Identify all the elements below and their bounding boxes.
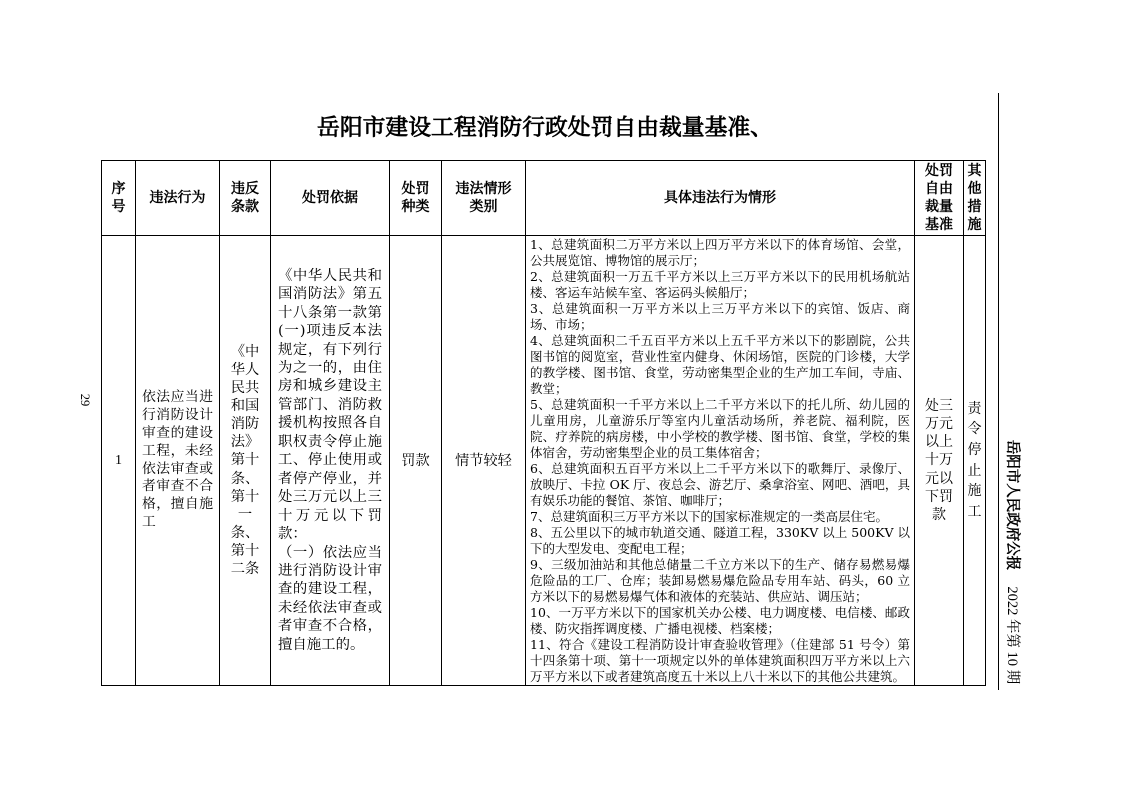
table-row [102,236,986,686]
basis-cell [271,236,390,686]
margin-rule [998,93,999,690]
details-item: 4、总建筑面积二千五百平方米以上五千平方米以下的影剧院，公共图书馆的阅览室，营业性室内健身、休闲场馆，医院的门诊楼，大学的教学楼、图书馆、食堂，劳动密集型企业的生产加工车间，寺庙、教堂； [530,332,910,396]
header-basis: 处罚依据 [271,161,390,236]
journal-name: 岳阳市人民政府公报 [1004,439,1020,571]
details-item: 7、总建筑面积三万平方米以下的国家标准规定的一类高层住宅。 [530,508,888,524]
details-item: 6、总建筑面积五百平方米以上二千平方米以下的歌舞厅、录像厅、放映厅、卡拉 OK 厅、夜总会、游艺厅、桑拿浴室、网吧、酒吧，具有娱乐功能的餐馆、茶馆、咖啡厅； [530,460,910,508]
header-seq: 序号 [102,161,136,236]
header-penalty-type: 处罚种类 [390,161,442,236]
details-cell [526,236,915,686]
details-item: 10、一万平方米以下的国家机关办公楼、电力调度楼、电信楼、邮政楼、防灾指挥调度楼、广播电视楼、档案楼； [530,604,910,636]
details-item: 3、总建筑面积一万平方米以上三万平方米以下的宾馆、饭店、商场、市场； [530,300,910,332]
header-category: 违法情形类别 [442,161,526,236]
page-number: 29 [78,393,92,407]
other-measures-cell: 责令停止施工 [964,236,986,686]
penalty-type-cell: 罚款 [390,236,442,686]
header-violation: 违法行为 [136,161,220,236]
header-discretion: 处罚自由裁量基准 [915,161,964,236]
article-cell: 《中华人民共和国消防法》第十条、第十一条、第十二条 [220,236,271,686]
discretion-cell: 处三万元以上十万元以下罚款 [915,236,964,686]
header-other-measures: 其他措施 [964,161,986,236]
details-item: 1、总建筑面积二万平方米以上四万平方米以下的体育场馆、会堂，公共展览馆、博物馆的展示厅； [530,236,910,268]
basis-paragraph: （一）依法应当进行消防设计审查的建设工程，未经依法审查或者审查不合格，擅自施工的。 [278,544,382,653]
header-details: 具体违法行为情形 [526,161,915,236]
details-item: 5、总建筑面积一千平方米以上二千平方米以下的托儿所、幼儿园的儿童用房，儿童游乐厅等室内儿童活动场所，养老院、福利院，医院、疗养院的病房楼，中小学校的教学楼、图书馆、食堂，学校的集体宿舍，劳动密集型企业的员工集体宿舍； [530,396,910,460]
details-item: 8、五公里以下的城市轨道交通、隧道工程，330KV 以上 500KV 以下的大型发电、变配电工程； [530,524,910,556]
details-item: 9、三级加油站和其他总储量二千立方米以下的生产、储存易燃易爆危险品的工厂、仓库；装卸易燃易爆危险品专用车站、码头，60 立方米以下的易燃易爆气体和液体的充装站、供应站、调压站； [530,556,910,604]
table-header-row [102,161,986,236]
penalty-standard-table [101,160,986,686]
basis-paragraph: 《中华人民共和国消防法》第五十八条第一款第(一)项违反本法规定，有下列行为之一的，由住房和城乡建设主管部门、消防救援机构按照各自职权责令停止施工、停止使用或者停产停业，并处三万元以上三十万元以下罚款： [278,267,382,543]
category-cell: 情节较轻 [442,236,526,686]
journal-issue: 2022 年第 10 期 [1004,586,1020,685]
details-item: 11、符合《建设工程消防设计审查验收管理》（住建部 51 号令）第十四条第十项、第十一项规定以外的单体建筑面积四万平方米以上六万平方米以下或者建筑高度五十米以上八十米以下的其他公共建筑。 [530,636,910,684]
header-article: 违反条款 [220,161,271,236]
document-title: 岳阳市建设工程消防行政处罚自由裁量基准、 [317,115,773,141]
violation-cell: 依法应当进行消防设计审查的建设工程，未经依法审查或者审查不合格，擅自施工 [136,236,220,686]
journal-running-head [1003,432,1021,692]
seq-cell: 1 [102,236,136,686]
details-item: 2、总建筑面积一万五千平方米以上三万平方米以下的民用机场航站楼、客运车站候车室、客运码头候船厅； [530,268,910,300]
